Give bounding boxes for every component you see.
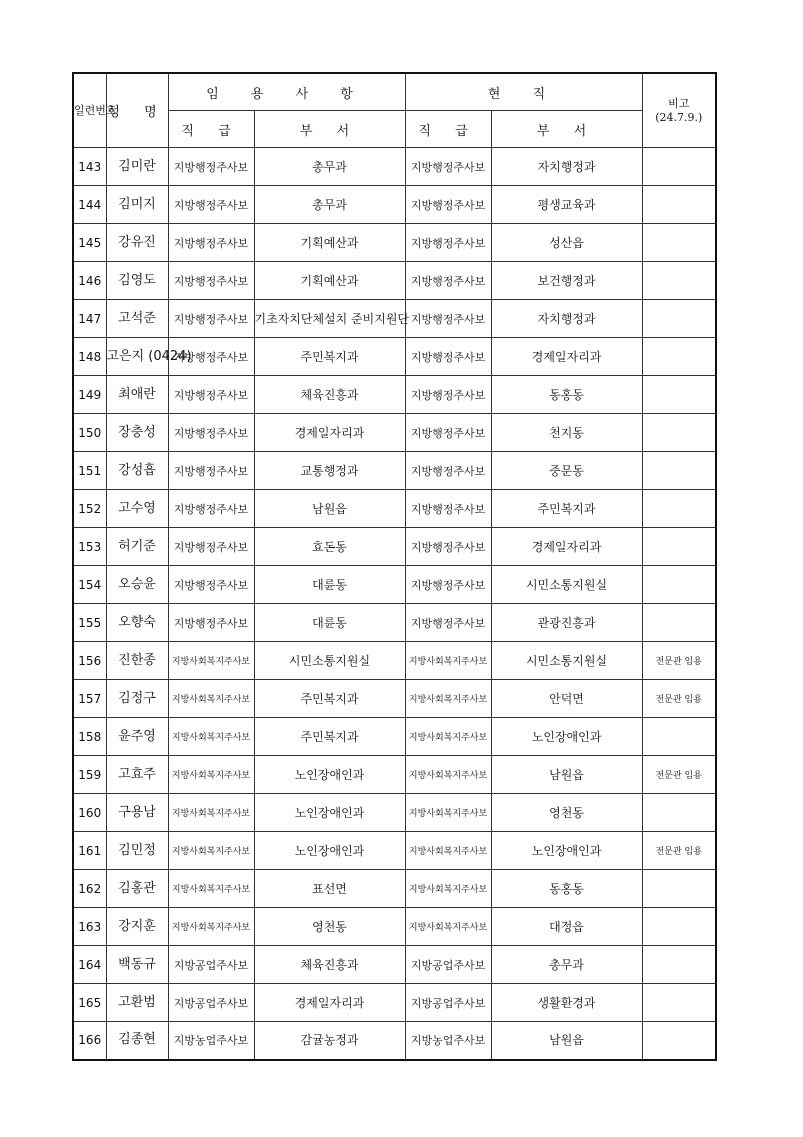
new-grade-cell: 지방행정주사보 [168, 490, 254, 528]
new-dept-cell: 주민복지과 [254, 338, 405, 376]
serial-number-cell: 145 [73, 224, 106, 262]
appointment-table [72, 72, 717, 1061]
new-grade-cell: 지방행정주사보 [168, 224, 254, 262]
note-cell [642, 148, 716, 186]
serial-number-cell: 154 [73, 566, 106, 604]
table-row [73, 908, 716, 946]
table-row [73, 566, 716, 604]
name-cell: 허기준 [106, 528, 168, 566]
note-cell: 전문관 임용 [642, 756, 716, 794]
name-cell: 고효주 [106, 756, 168, 794]
note-cell [642, 528, 716, 566]
note-cell [642, 490, 716, 528]
current-grade-cell: 지방행정주사보 [405, 414, 491, 452]
current-grade-cell: 지방행정주사보 [405, 148, 491, 186]
name-cell: 최애란 [106, 376, 168, 414]
current-dept-cell: 동홍동 [491, 376, 642, 414]
new-dept-cell: 남원읍 [254, 490, 405, 528]
current-grade-cell: 지방행정주사보 [405, 528, 491, 566]
current-grade-cell: 지방행정주사보 [405, 224, 491, 262]
current-dept-cell: 안덕면 [491, 680, 642, 718]
new-grade-cell: 지방행정주사보 [168, 566, 254, 604]
current-dept-cell: 주민복지과 [491, 490, 642, 528]
current-dept-cell: 노인장애인과 [491, 832, 642, 870]
table-row [73, 832, 716, 870]
name-cell: 고환범 [106, 984, 168, 1022]
note-cell: 전문관 임용 [642, 680, 716, 718]
serial-number-cell: 157 [73, 680, 106, 718]
table-row [73, 338, 716, 376]
new-grade-cell: 지방공업주사보 [168, 946, 254, 984]
serial-number-cell: 151 [73, 452, 106, 490]
serial-number-cell: 161 [73, 832, 106, 870]
note-cell [642, 718, 716, 756]
new-dept-cell: 표선면 [254, 870, 405, 908]
current-dept-cell: 관광진흥과 [491, 604, 642, 642]
new-grade-cell: 지방행정주사보 [168, 262, 254, 300]
serial-number-cell: 153 [73, 528, 106, 566]
note-cell [642, 186, 716, 224]
note-cell [642, 376, 716, 414]
name-cell: 고석준 [106, 300, 168, 338]
new-dept-cell: 효돈동 [254, 528, 405, 566]
table-row [73, 984, 716, 1022]
name-cell: 구용남 [106, 794, 168, 832]
new-grade-cell: 지방사회복지주사보 [168, 718, 254, 756]
new-dept-cell: 감귤농정과 [254, 1022, 405, 1060]
new-dept-cell: 경제일자리과 [254, 984, 405, 1022]
name-cell: 장충성 [106, 414, 168, 452]
note-cell [642, 566, 716, 604]
current-grade-cell: 지방행정주사보 [405, 186, 491, 224]
current-dept-cell: 시민소통지원실 [491, 642, 642, 680]
table-body [73, 148, 716, 1060]
serial-number-cell: 144 [73, 186, 106, 224]
new-dept-cell: 기획예산과 [254, 262, 405, 300]
current-dept-cell: 남원읍 [491, 1022, 642, 1060]
note-cell: 전문관 임용 [642, 642, 716, 680]
new-grade-cell: 지방사회복지주사보 [168, 756, 254, 794]
serial-number-cell: 165 [73, 984, 106, 1022]
current-dept-cell: 경제일자리과 [491, 528, 642, 566]
current-dept-cell: 자치행정과 [491, 300, 642, 338]
new-grade-cell: 지방행정주사보 [168, 376, 254, 414]
new-dept-cell: 총무과 [254, 148, 405, 186]
current-grade-cell: 지방공업주사보 [405, 946, 491, 984]
serial-number-cell: 166 [73, 1022, 106, 1060]
serial-number-cell: 147 [73, 300, 106, 338]
current-dept-cell: 총무과 [491, 946, 642, 984]
note-cell [642, 794, 716, 832]
serial-number-header: 일련번호 [73, 73, 106, 148]
current-grade-cell: 지방행정주사보 [405, 338, 491, 376]
current-grade-cell: 지방행정주사보 [405, 490, 491, 528]
serial-number-cell: 152 [73, 490, 106, 528]
new-dept-cell: 대륜동 [254, 566, 405, 604]
current-dept-cell: 중문동 [491, 452, 642, 490]
current-grade-cell: 지방사회복지주사보 [405, 794, 491, 832]
new-grade-cell: 지방사회복지주사보 [168, 908, 254, 946]
table-row [73, 870, 716, 908]
name-cell: 진한종 [106, 642, 168, 680]
new-dept-cell: 노인장애인과 [254, 756, 405, 794]
new-grade-cell: 지방행정주사보 [168, 528, 254, 566]
name-cell: 김민정 [106, 832, 168, 870]
name-cell: 오승윤 [106, 566, 168, 604]
serial-number-cell: 148 [73, 338, 106, 376]
serial-number-cell: 160 [73, 794, 106, 832]
new-dept-header: 부 서 [254, 111, 405, 148]
name-cell: 김홍관 [106, 870, 168, 908]
serial-number-cell: 162 [73, 870, 106, 908]
note-cell [642, 338, 716, 376]
current-dept-cell: 노인장애인과 [491, 718, 642, 756]
note-cell [642, 870, 716, 908]
table-row [73, 642, 716, 680]
current-dept-cell: 대정읍 [491, 908, 642, 946]
serial-number-cell: 164 [73, 946, 106, 984]
new-grade-cell: 지방사회복지주사보 [168, 680, 254, 718]
current-dept-cell: 동홍동 [491, 870, 642, 908]
new-grade-cell: 지방행정주사보 [168, 300, 254, 338]
name-cell: 고은지 (0424) [106, 338, 168, 376]
name-cell: 김정구 [106, 680, 168, 718]
current-grade-cell: 지방행정주사보 [405, 376, 491, 414]
current-grade-cell: 지방행정주사보 [405, 262, 491, 300]
current-grade-cell: 지방행정주사보 [405, 452, 491, 490]
note-cell [642, 604, 716, 642]
new-dept-cell: 총무과 [254, 186, 405, 224]
table-row [73, 604, 716, 642]
current-dept-cell: 남원읍 [491, 756, 642, 794]
table-row [73, 946, 716, 984]
new-grade-cell: 지방행정주사보 [168, 414, 254, 452]
new-grade-cell: 지방행정주사보 [168, 604, 254, 642]
current-grade-cell: 지방사회복지주사보 [405, 680, 491, 718]
current-dept-cell: 보건행정과 [491, 262, 642, 300]
new-dept-cell: 기초자치단체설치 준비지원단 [254, 300, 405, 338]
current-grade-cell: 지방행정주사보 [405, 566, 491, 604]
table-row [73, 148, 716, 186]
name-cell: 강지훈 [106, 908, 168, 946]
new-dept-cell: 노인장애인과 [254, 832, 405, 870]
current-dept-cell: 시민소통지원실 [491, 566, 642, 604]
current-dept-cell: 천지동 [491, 414, 642, 452]
current-grade-cell: 지방사회복지주사보 [405, 832, 491, 870]
name-header: 성 명 [106, 73, 168, 148]
table-row [73, 794, 716, 832]
serial-number-cell: 158 [73, 718, 106, 756]
current-grade-cell: 지방사회복지주사보 [405, 642, 491, 680]
new-dept-cell: 노인장애인과 [254, 794, 405, 832]
serial-number-cell: 163 [73, 908, 106, 946]
new-dept-cell: 주민복지과 [254, 718, 405, 756]
header-row-1 [73, 73, 716, 111]
table-row [73, 528, 716, 566]
name-cell: 윤주영 [106, 718, 168, 756]
new-dept-cell: 경제일자리과 [254, 414, 405, 452]
header-row-2 [73, 111, 716, 148]
name-cell: 강성흡 [106, 452, 168, 490]
table-row [73, 756, 716, 794]
new-grade-cell: 지방행정주사보 [168, 338, 254, 376]
new-grade-cell: 지방공업주사보 [168, 984, 254, 1022]
table-row [73, 680, 716, 718]
current-position-group-header: 현 직 [405, 73, 642, 111]
current-grade-header: 직 급 [405, 111, 491, 148]
new-dept-cell: 영천동 [254, 908, 405, 946]
new-dept-cell: 시민소통지원실 [254, 642, 405, 680]
table-row [73, 300, 716, 338]
name-cell: 김미란 [106, 148, 168, 186]
name-cell: 김영도 [106, 262, 168, 300]
note-cell [642, 224, 716, 262]
new-dept-cell: 주민복지과 [254, 680, 405, 718]
name-cell: 백동규 [106, 946, 168, 984]
note-cell [642, 300, 716, 338]
current-grade-cell: 지방행정주사보 [405, 300, 491, 338]
serial-number-cell: 150 [73, 414, 106, 452]
new-grade-cell: 지방사회복지주사보 [168, 832, 254, 870]
serial-number-cell: 155 [73, 604, 106, 642]
note-date: (24.7.9.) [655, 110, 703, 124]
current-grade-cell: 지방공업주사보 [405, 984, 491, 1022]
current-grade-cell: 지방사회복지주사보 [405, 908, 491, 946]
current-dept-header: 부 서 [491, 111, 642, 148]
name-cell: 김종현 [106, 1022, 168, 1060]
note-label: 비고 [668, 96, 690, 110]
current-grade-cell: 지방사회복지주사보 [405, 756, 491, 794]
note-cell [642, 984, 716, 1022]
new-dept-cell: 기획예산과 [254, 224, 405, 262]
name-cell: 강유진 [106, 224, 168, 262]
note-cell [642, 1022, 716, 1060]
new-dept-cell: 체육진흥과 [254, 376, 405, 414]
table-row [73, 262, 716, 300]
current-dept-cell: 평생교육과 [491, 186, 642, 224]
new-grade-cell: 지방사회복지주사보 [168, 642, 254, 680]
table-row [73, 414, 716, 452]
table-row [73, 186, 716, 224]
note-cell [642, 262, 716, 300]
current-grade-cell: 지방사회복지주사보 [405, 718, 491, 756]
current-dept-cell: 성산읍 [491, 224, 642, 262]
table-row [73, 490, 716, 528]
note-cell [642, 414, 716, 452]
name-cell: 김미지 [106, 186, 168, 224]
note-cell [642, 908, 716, 946]
serial-number-cell: 159 [73, 756, 106, 794]
new-dept-cell: 교통행정과 [254, 452, 405, 490]
name-cell: 오향숙 [106, 604, 168, 642]
table-row [73, 452, 716, 490]
table-row [73, 1022, 716, 1060]
note-cell: 전문관 임용 [642, 832, 716, 870]
note-cell [642, 452, 716, 490]
new-grade-cell: 지방사회복지주사보 [168, 870, 254, 908]
current-dept-cell: 생활환경과 [491, 984, 642, 1022]
current-grade-cell: 지방사회복지주사보 [405, 870, 491, 908]
current-grade-cell: 지방행정주사보 [405, 604, 491, 642]
serial-number-cell: 149 [73, 376, 106, 414]
table-row [73, 718, 716, 756]
name-cell: 고수영 [106, 490, 168, 528]
note-header [642, 73, 716, 148]
appointment-group-header: 임 용 사 항 [168, 73, 405, 111]
new-dept-cell: 체육진흥과 [254, 946, 405, 984]
new-dept-cell: 대륜동 [254, 604, 405, 642]
serial-number-cell: 143 [73, 148, 106, 186]
new-grade-header: 직 급 [168, 111, 254, 148]
new-grade-cell: 지방사회복지주사보 [168, 794, 254, 832]
new-grade-cell: 지방행정주사보 [168, 452, 254, 490]
serial-number-cell: 146 [73, 262, 106, 300]
current-dept-cell: 영천동 [491, 794, 642, 832]
current-dept-cell: 자치행정과 [491, 148, 642, 186]
new-grade-cell: 지방농업주사보 [168, 1022, 254, 1060]
current-grade-cell: 지방농업주사보 [405, 1022, 491, 1060]
serial-number-cell: 156 [73, 642, 106, 680]
current-dept-cell: 경제일자리과 [491, 338, 642, 376]
table-row [73, 224, 716, 262]
new-grade-cell: 지방행정주사보 [168, 186, 254, 224]
note-cell [642, 946, 716, 984]
table-row [73, 376, 716, 414]
new-grade-cell: 지방행정주사보 [168, 148, 254, 186]
